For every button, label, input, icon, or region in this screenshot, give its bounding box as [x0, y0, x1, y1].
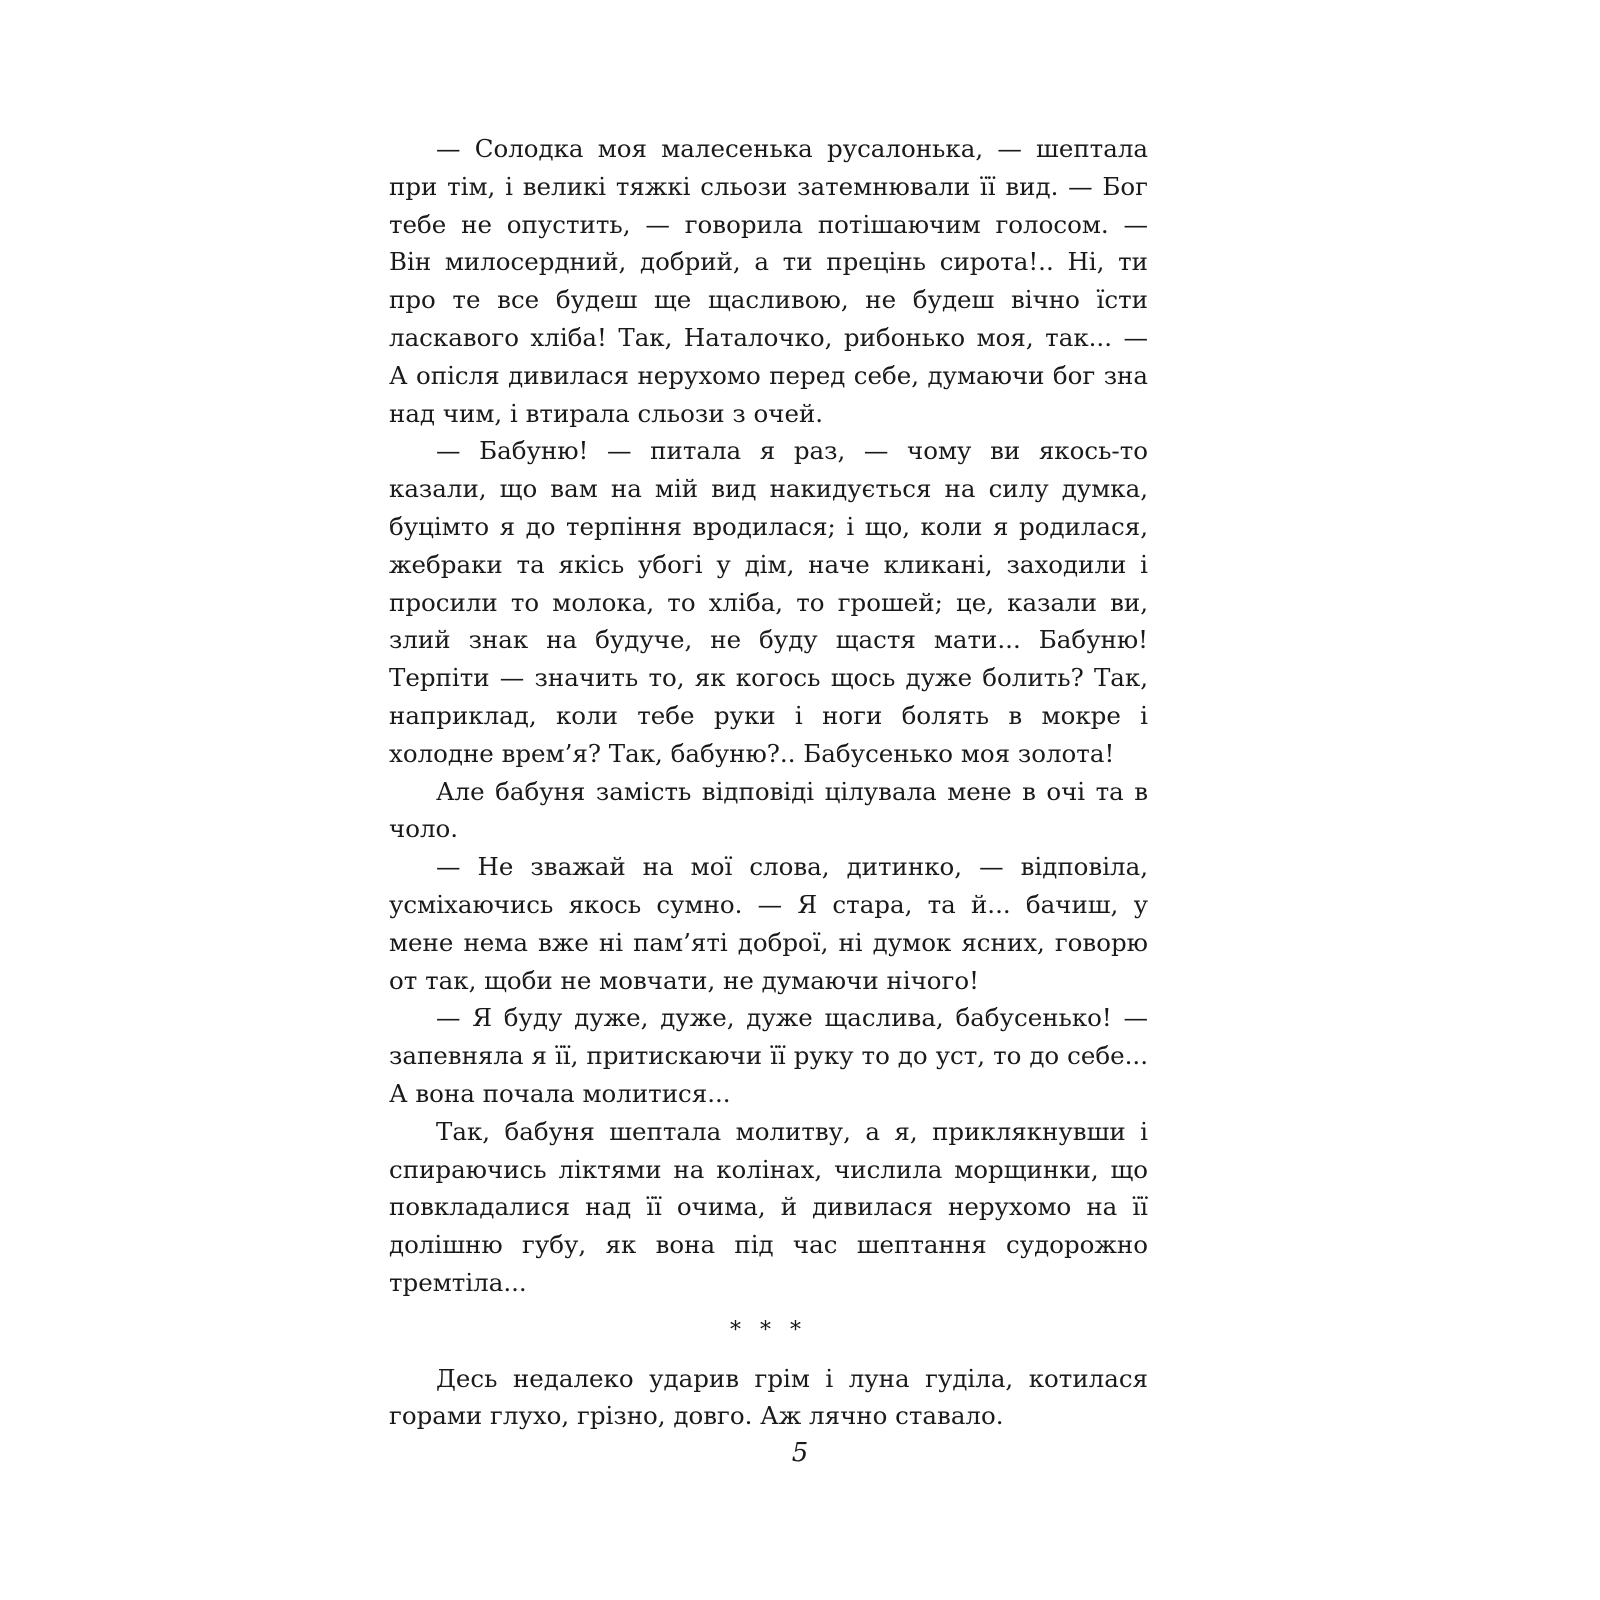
body-text: [389, 130, 1148, 1435]
section-separator: * * *: [730, 1317, 807, 1343]
paragraph-4: — Не зважай на мої слова, дитинко, — відповіла, усміхаючись якось сумно. — Я стара, та й... бачиш, у мене нема вже ні пам’яті доброї, ні думок ясних, говорю от так, щоби не мовчати, не думаючи нічого!: [389, 852, 1148, 995]
page-number: 5: [791, 1438, 809, 1468]
paragraph-2: — Бабуню! — питала я раз, — чому ви якось-то казали, що вам на мій вид накидується на силу думка, буцімто я до терпіння вродилася; і що, коли я родилася, жебраки та якісь убогі у дім, наче кликані, заходили і просили то молока, то хліба, то грошей; це, казали ви, злий знак на будуче, не буду щастя мати... Бабуню! Терпіти — значить то, як когось щось дуже болить? Так, наприклад, коли тебе руки і ноги болять в мокре і холодне врем’я? Так, бабуню?.. Бабусенько моя золота!: [389, 436, 1148, 768]
paragraph-7: Десь недалеко ударив грім і луна гуділа, котилася горами глухо, грізно, довго. Аж лячно ставало.: [389, 1363, 1148, 1431]
paragraph-6: Так, бабуня шептала молитву, а я, приклякнувши і спираючись ліктями на колінах, числила морщинки, що повкладалися над її очима, й дивилася нерухомо на її долішню губу, як вона під час шептання судорожно тремтіла...: [389, 1116, 1148, 1297]
paragraph-1: — Солодка моя малесенька русалонька, — шептала при тім, і великі тяжкі сльози затемнювали її вид. — Бог тебе не опустить, — говорила потішаючим голосом. — Він милосердний, добрий, а ти прецінь сирота!.. Ні, ти про те все будеш ще щасливою, не будеш вічно їсти ласкавого хліба! Так, Наталочко, рибонько моя, так... — А опісля дивилася нерухомо перед себе, думаючи бог зна над чим, і втирала сльози з очей.: [389, 134, 1148, 428]
paragraph-3: Але бабуня замість відповіді цілувала мене в очі та в чоло.: [389, 776, 1148, 844]
paragraph-5: — Я буду дуже, дуже, дуже щаслива, бабусенько! — запевняла я її, притискаючи її руку то до уст, то до себе... А вона почала молитися...: [389, 1003, 1148, 1108]
